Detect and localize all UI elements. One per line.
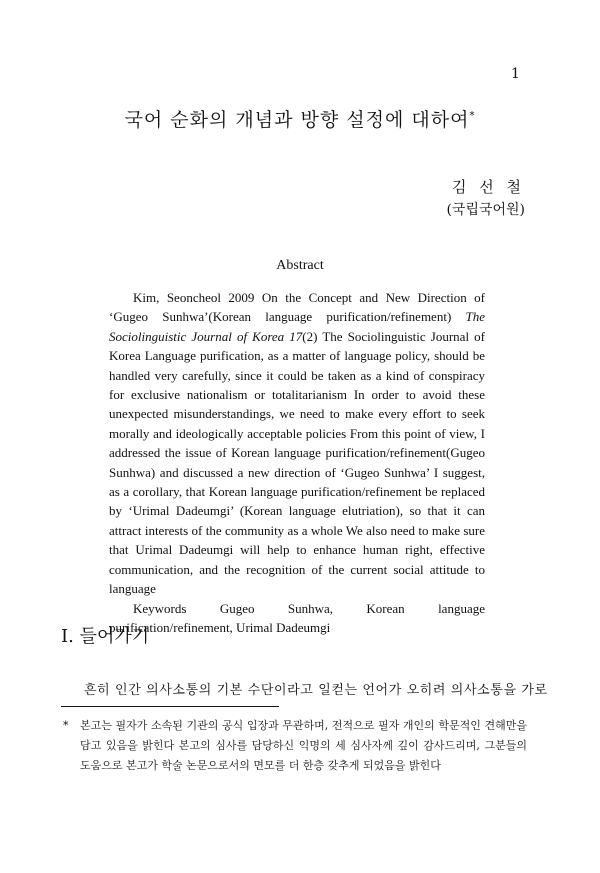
abstract-keywords: Keywords Gugeo Sunhwa, Korean language purification/refinement, Urimal Dadeumgi xyxy=(109,600,485,635)
title-footnote-mark: * xyxy=(469,110,476,122)
abstract-citation: Kim, Seoncheol 2009 On the Concept and New Direction of ‘Gugeo Sunhwa’(Korean language purification/refinement) xyxy=(109,290,485,325)
author-name: 김 선 철 xyxy=(451,178,525,196)
abstract-paragraph xyxy=(109,288,485,599)
abstract-journal: The Sociolinguistic Journal of Korea 17 xyxy=(109,309,485,344)
author-affiliation: (국립국어원) xyxy=(446,202,525,218)
body-text-line: 흔히 인간 의사소통의 기본 수단이라고 일컫는 언어가 오히려 의사소통을 가로 xyxy=(84,683,548,698)
footnote-divider xyxy=(61,706,279,707)
paper-title-text: 국어 순화의 개념과 방향 설정에 대하여 xyxy=(124,109,470,131)
abstract-body xyxy=(109,288,485,637)
paper-title xyxy=(0,105,600,132)
footnote-mark: * xyxy=(63,719,69,732)
abstract-text: The Sociolinguistic Journal of Korea Language purification, as a matter of language policy, should be handled very carefully, since it could be taken as a kind of conspiracy for exclusive nationalism or totalitarianism In order to avoid these unexpected misunderstandings, we need to make every effort to seek morally and ideologically acceptable policies From this point of view, I addressed the issue of Korean language purification/refinement(Gugeo Sunhwa) and discussed a new direction of ‘Gugeo Sunhwa’ I suggest, as a corollary, that Korean language purification/refinement be replaced by ‘Urimal Dadeumgi’ (Korean language elutriation), so that it can attract interests of the community as a whole We also need to make sure that Urimal Dadeumgi will help to enhance human right, effective communication, and the recognition of the current social attitude to language xyxy=(109,328,485,597)
footnote xyxy=(63,716,527,776)
footnote-text: 본고는 필자가 소속된 기관의 공식 입장과 무관하며, 전적으로 필자 개인의 학문적인 견해만을 담고 있음을 밝힌다 본고의 심사를 담당하신 익명의 세 심사자께 깊이 감사드리며, 그분들의 도움으로 본고가 학술 논문으로서의 면모를 더 한층 갖추게 되었음을 밝힌다 xyxy=(80,719,527,772)
page-number: 1 xyxy=(511,66,520,82)
abstract-citation-issue: (2) xyxy=(302,328,323,344)
section-heading: I. 들어가기 xyxy=(61,626,150,647)
abstract-heading: Abstract xyxy=(276,258,324,273)
